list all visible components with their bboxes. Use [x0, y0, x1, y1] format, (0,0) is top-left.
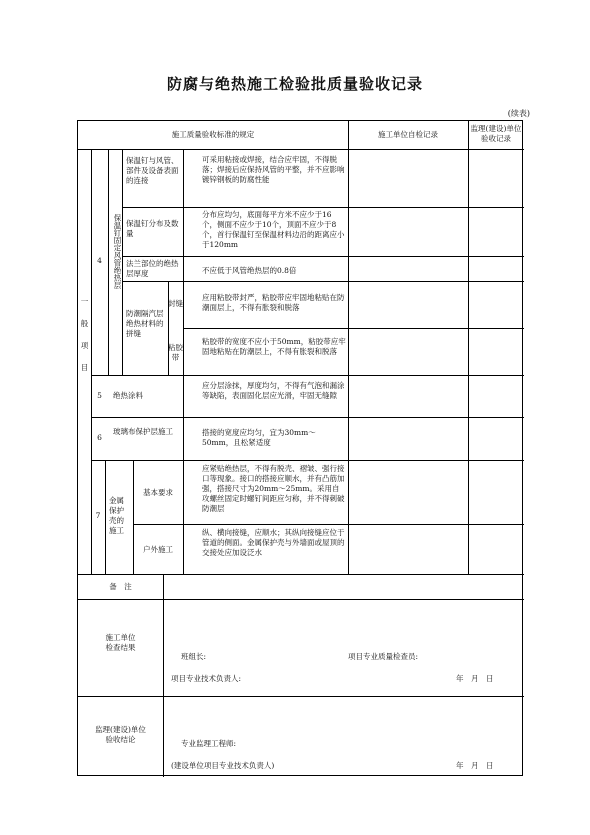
quality-inspector-label: 项目专业质量检查员: [348, 652, 419, 661]
item4-tape-label: 粘胶带 [168, 343, 183, 362]
item4-row1-req: 可采用粘接或焊接，结合应牢固，不得脱落；焊接后应保持风管的平整，并不应影响镀锌钢板的防腐性能 [202, 155, 345, 184]
item4-row2-req: 分布应均匀，底面每平方米不应少于16个，侧面不应少于10个，顶面不应少于8个，首行保温钉至保温材料边沿的距离应小于120mm [202, 210, 345, 249]
item4-seal-label: 封缝 [168, 299, 183, 308]
item6-req: 搭接的宽度应均匀，宜为30mm～50mm，且松紧适度 [202, 428, 316, 447]
item6-no: 6 [97, 433, 102, 442]
item4-joint-name: 防潮隔汽层绝热材料的拼缝 [126, 309, 164, 338]
item5-name: 绝热涂料 [113, 391, 143, 400]
supervision-conclusion-label: 监理(建设)单位 验收结论 [95, 725, 146, 744]
item7-basic-label: 基本要求 [143, 488, 173, 497]
item4-row3-name: 法兰部位的绝热层厚度 [126, 259, 179, 278]
item4-group: 保温钉固定风管绝热层 [113, 214, 122, 289]
header-supervision: 监理(建设)单位 验收记录 [470, 124, 522, 143]
item7-no: 7 [95, 511, 101, 520]
team-leader-label: 班组长: [181, 652, 207, 661]
construction-date: 年 月 日 [456, 674, 494, 683]
page-title: 防腐与绝热施工检验批质量验收记录 [166, 75, 423, 93]
item4-row1-name: 保温钉与风管、部件及设备表面的连接 [126, 156, 179, 185]
item4-seal-req: 应用粘胶带封严，粘胶带应牢固地粘贴在防潮面层上，不得有胀裂和脱落 [202, 293, 345, 312]
inspection-table [77, 120, 523, 776]
owner-tech-label: (建设单位项目专业技术负责人) [171, 761, 275, 770]
header-self-check: 施工单位自检记录 [378, 130, 438, 139]
tech-lead-label: 项目专业技术负责人: [171, 674, 242, 683]
supervision-date: 年 月 日 [456, 761, 494, 770]
general-items-label: 一 般 项 目 [80, 297, 89, 372]
supervision-engineer-label: 专业监理工程师: [181, 739, 237, 748]
item4-row2-name: 保温钉分布及数量 [126, 219, 179, 238]
item6-name: 玻璃布保护层施工 [113, 427, 173, 436]
item4-tape-req: 粘胶带的宽度不应小于50mm，粘胶带应牢固地粘贴在防潮层上，不得有胀裂和脱落 [202, 337, 346, 356]
item4-no: 4 [97, 256, 102, 265]
header-standard: 施工质量验收标准的规定 [171, 130, 255, 139]
item5-no: 5 [97, 391, 102, 400]
remarks-label: 备 注 [109, 582, 132, 591]
continued-label: (续表) [507, 109, 530, 118]
item7-name: 金属保护壳的施工 [109, 496, 124, 535]
item7-basic-req: 应紧贴绝热层，不得有脱壳、褶皱、强行接口等现象。接口的搭接应顺水，并有凸筋加强，搭接尺寸为20mm～25mm。采用自攻螺丝固定时螺钉间距应匀称，并不得刺破防潮层 [202, 464, 345, 513]
item7-outdoor-label: 户外施工 [143, 545, 173, 554]
item5-req: 应分层涂抹，厚度均匀，不得有气泡和漏涂等缺陷，表面固化层应光滑，牢固无缝隙 [202, 381, 345, 400]
item7-outdoor-req: 纵、横向接缝，应顺水；其纵向接缝应位于管道的侧面。金属保护壳与外墙面或屋顶的交接处应加设泛水 [202, 528, 345, 557]
construction-result-label: 施工单位 检查结果 [105, 633, 136, 652]
item4-row3-req: 不应低于风管绝热层的0.8倍 [202, 266, 297, 275]
